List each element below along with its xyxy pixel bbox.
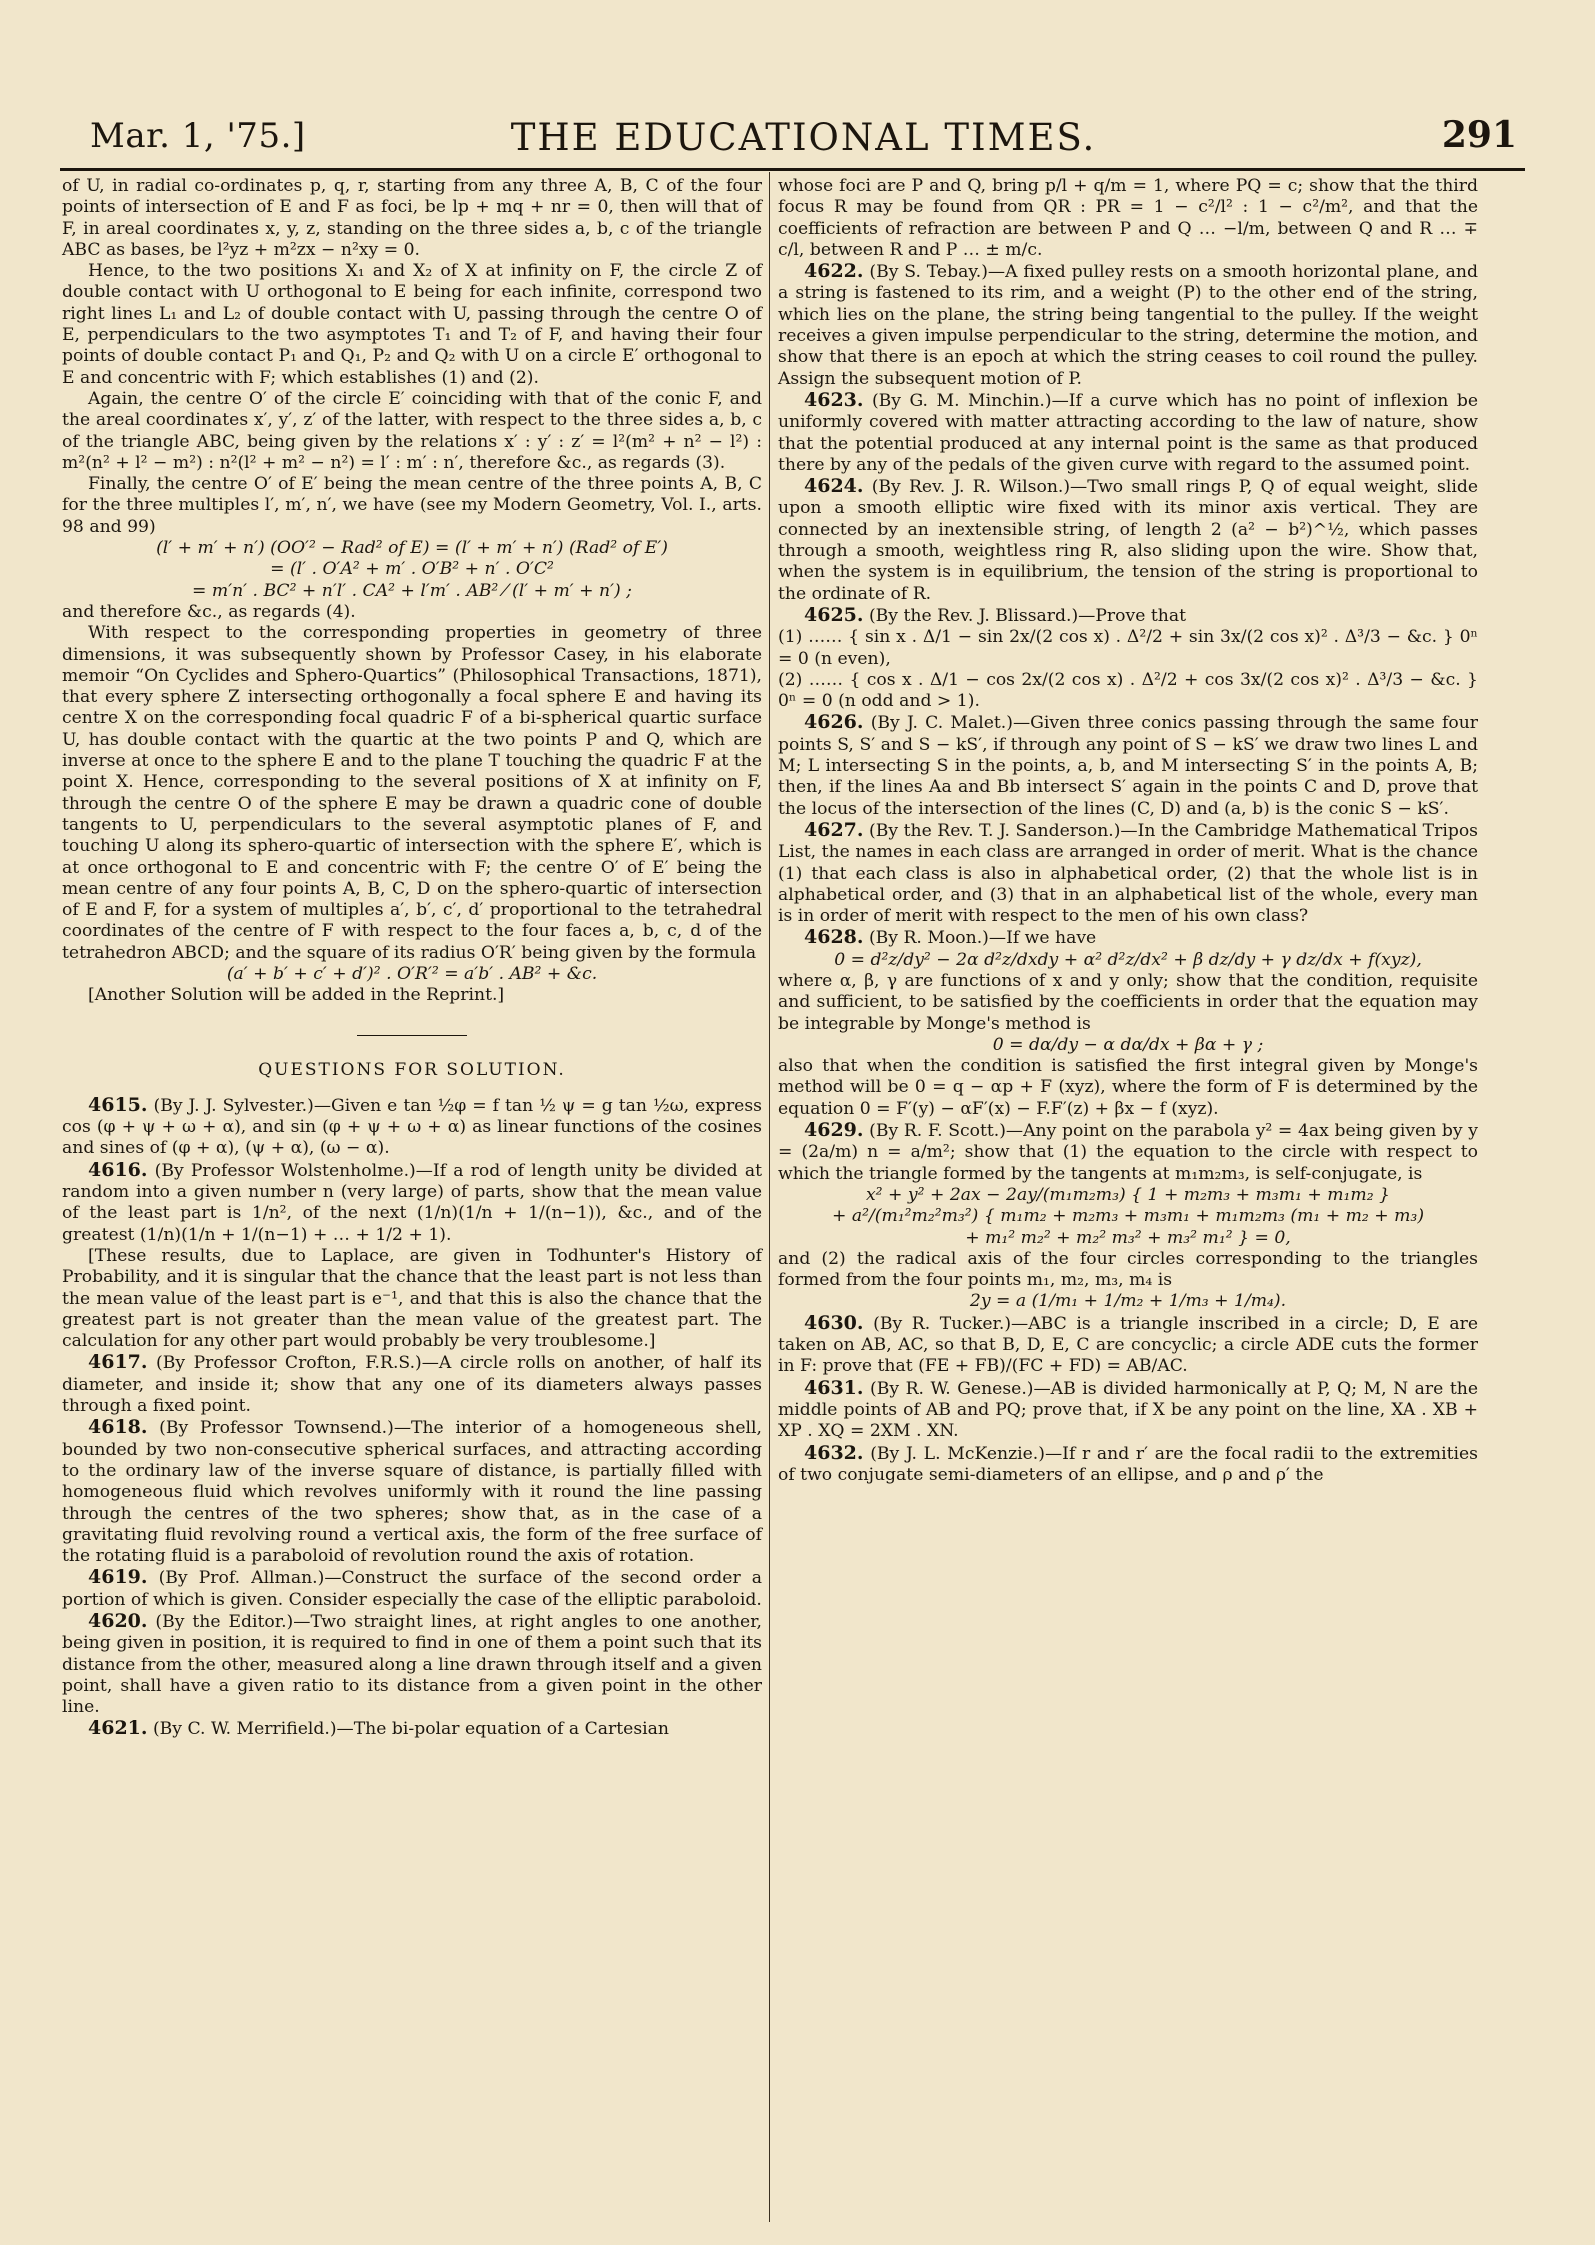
question-text: (By Professor Townsend.)—The interior of a homogeneous shell, bounded by two non-consecutive spherical surfaces, and attracting according to the ordinary law of the inverse square of distance, is partially filled with homogeneous fluid which revolves uniformly with it round the line passing through the centres of the two spheres; show that, as in the case of a gravitating fluid revolving round a vertical axis, the form of the free surface of the rotating fluid is a paraboloid of revolution round the axis of rotation. [62, 1418, 762, 1567]
paragraph: and (2) the radical axis of the four circles corresponding to the triangles formed from the four points m₁, m₂, m₃, m₄ is [778, 1248, 1478, 1291]
paragraph: also that when the condition is satisfied the first integral given by Monge's method will be 0 = q − αp + F (xyz), where the form of F is determined by the equation 0 = F′(y) − αF′(x) − F.F′(z) + βx − f (xyz). [778, 1056, 1478, 1119]
paragraph: With respect to the corresponding properties in geometry of three dimensions, it was subsequently shown by Professor Casey, in his elaborate memoir “On Cyclides and Sphero-Quartics” (Philosophical Transactions, 1871), that every sphere Z intersecting orthogonally a focal sphere E and having its centre X on the corresponding focal quadric F of a bi-spherical quartic surface U, has double contact with the quartic at the two points P and Q, which are inverse at once to the sphere E and to the plane T touching the quadric F at the point X. Hence, corresponding to the several positions of X at infinity on F, through the centre O of the sphere E may be drawn a quadric cone of double tangents to U, perpendiculars to the several asymptotic planes of F, and touching U along its sphero-quartic of intersection with the sphere E′, which is at once orthogonal to E and concentric with F; the centre O′ of E′ being the mean centre of any four points A, B, C, D on the sphero-quartic of intersection of E and F, for a system of multiples a′, b′, c′, d′ proportional to the tetrahedral coordinates of the centre of F with respect to the four faces a, b, c, d of the tetrahedron ABCD; and the square of its radius O′R′ being given by the formula [62, 623, 762, 963]
question-text: (By C. W. Merrifield.)—The bi-polar equation of a Cartesian [152, 1719, 669, 1740]
equation: (l′ + m′ + n′) (OO′² − Rad² of E) = (l′ + m′ + n′) (Rad² of E′) [156, 538, 668, 559]
equation: x² + y² + 2ax − 2ay/(m₁m₂m₃) { 1 + m₂m₃ + m₃m₁ + m₁m₂ } [865, 1184, 1390, 1205]
question-number: 4616. [88, 1158, 148, 1181]
question-number: 4620. [88, 1610, 148, 1632]
right-column [778, 176, 1478, 1486]
header-rule [60, 168, 1525, 171]
question-text: (By the Editor.)—Two straight lines, at right angles to one another, being given in position, it is required to find in one of them a point such that its distance from the other, measured along a line drawn through itself and a given point, shall have a given ratio to its distance from a given point in the other line. [62, 1612, 762, 1718]
question-number: 4622. [804, 260, 864, 283]
question-4616 [62, 1160, 762, 1246]
question-4625 [778, 605, 1478, 627]
question-number: 4627. [804, 818, 864, 841]
question-text: (By S. Tebay.)—A fixed pulley rests on a smooth horizontal plane, and a string is fastened to its rim, and a weight (P) to the other end of the string, which lies on the plane, the string being tangential to the pulley. If the weight receives a given impulse perpendicular to the string, determine the motion, and show that there is an epoch at which the string ceases to coil round the pulley. Assign the subsequent motion of P. [778, 262, 1479, 389]
question-number: 4623. [804, 388, 864, 411]
question-4624 [778, 476, 1478, 605]
left-column [62, 176, 762, 1741]
question-number: 4628. [804, 926, 864, 949]
question-note: [These results, due to Laplace, are given in Todhunter's History of Probability, and it is singular that the chance that the least part is not less than the mean value of the least part is e⁻¹, and that this is also the chance that the greatest part is not greater than the mean value of the greatest part. The calculation for any other part would probably be very troublesome.] [62, 1245, 762, 1352]
equation: 0 = d²z/dy² − 2α d²z/dxdy + α² d²z/dx² + β dz/dy + γ dz/dx + f(xyz), [834, 949, 1422, 970]
editor-note: [Another Solution will be added in the Reprint.] [88, 985, 505, 1006]
paragraph: whose foci are P and Q, bring p/l + q/m = 1, where PQ = c; show that the third focus R may be found from QR : PR = 1 − c²/l² : 1 − c²/m², and that the coefficients of refraction are between P and Q … −l/m, between Q and R … ∓ c/l, between R and P … ± m/c. [778, 176, 1478, 260]
question-text: (By J. C. Malet.)—Given three conics passing through the same four points S, S′ and S − kS′, if through any point of S − kS′ we draw two lines L and M; L intersecting S in the points, a, b, and M intersecting S′ in the points A, B; then, if the lines Aa and Bb intersect S′ again in the points C and D, prove that the locus of the intersection of the lines (C, D) and (a, b) is the conic S − kS′. [778, 713, 1479, 819]
section-divider [357, 1035, 467, 1036]
question-text: (By J. J. Sylvester.)—Given e tan ½φ = f tan ½ ψ = g tan ½ω, express cos (φ + ψ + ω + α), and sin (φ + ψ + ω + α) as linear functions of the cosines and sines of (φ + α), (ψ + α), (ω − α). [62, 1095, 762, 1159]
question-text: (By R. Moon.)—If we have [868, 928, 1097, 949]
equation: = m′n′ . BC² + n′l′ . CA² + l′m′ . AB² ⁄ (l′ + m′ + n′) ; [192, 580, 632, 601]
question-text: (By Professor Wolstenholme.)—If a rod of length unity be divided at random into a given number n (very large) of parts, show that the mean value of the least part is 1/n², of the next (1/n)(1/n + 1/(n−1)), &c., and of the greatest (1/n)(1/n + 1/(n−1) + … + 1/2 + 1). [62, 1160, 762, 1245]
question-4618 [62, 1417, 762, 1567]
question-4615 [62, 1095, 762, 1160]
page-number: 291 [1441, 114, 1517, 156]
equation: + m₁² m₂² + m₂² m₃² + m₃² m₁² } = 0, [965, 1227, 1291, 1248]
question-number: 4615. [88, 1093, 148, 1116]
equation: 2y = a (1/m₁ + 1/m₂ + 1/m₃ + 1/m₄). [969, 1291, 1287, 1312]
paragraph: of U, in radial co-ordinates p, q, r, starting from any three A, B, C of the four points of intersection of E and F as foci, be lp + mq + nr = 0, then will that of F, in areal coordinates x, y, z, standing on the three sides a, b, c of the triangle ABC as bases, be l²yz + m²zx − n²xy = 0. [62, 176, 762, 260]
question-4632 [778, 1443, 1478, 1487]
paragraph: and therefore &c., as regards (4). [62, 601, 356, 622]
issue-date: Mar. 1, '75.] [90, 116, 306, 156]
question-number: 4630. [804, 1311, 864, 1334]
paragraph: where α, β, γ are functions of x and y only; show that the condition, requisite and sufficient, to be satisfied by the coefficients in order that the equation may be integrable by Monge's method is [778, 970, 1478, 1034]
question-number: 4629. [804, 1119, 864, 1142]
question-number: 4617. [88, 1351, 148, 1374]
question-number: 4632. [804, 1441, 864, 1464]
paragraph: Again, the centre O′ of the circle E′ coinciding with that of the conic F, and the areal coordinates x′, y′, z′ of the latter, with respect to the three sides a, b, c of the triangle ABC, being given by the relations x′ : y′ : z′ = l²(m² + n² − l²) : m²(n² + l² − m²) : n²(l² + m² − n²) = l′ : m′ : n′, therefore &c., as regards (3). [62, 388, 762, 473]
question-number: 4624. [804, 475, 864, 498]
question-4627 [778, 820, 1478, 927]
equation: (1) …… { sin x . Δ/1 − sin 2x/(2 cos x) . Δ²/2 + sin 3x/(2 cos x)² . Δ³/3 − &c. } 0ⁿ = 0 (n even), [778, 627, 1478, 669]
question-text: (By R. F. Scott.)—Any point on the parabola y² = 4ax being given by y = (2a/m) n = a/m²; show that (1) the equation to the circle with respect to which the triangle formed by the tangents at m₁m₂m₃, is self-conjugate, is [778, 1121, 1478, 1184]
question-4617 [62, 1352, 762, 1417]
question-4620 [62, 1611, 762, 1718]
question-text: (By J. L. McKenzie.)—If r and r′ are the focal radii to the extremities of two conjugate semi-diameters of an ellipse, and ρ and ρ′ the [778, 1443, 1478, 1485]
question-number: 4618. [88, 1416, 148, 1439]
question-4630 [778, 1313, 1478, 1378]
equation: = (l′ . O′A² + m′ . O′B² + n′ . O′C² [270, 559, 554, 580]
equation: (a′ + b′ + c′ + d′)² . O′R′² = a′b′ . AB² + &c. [226, 963, 598, 984]
equation: (2) …… { cos x . Δ/1 − cos 2x/(2 cos x) . Δ²/2 + cos 3x/(2 cos x)² . Δ³/3 − &c. } 0ⁿ = 0 (n odd and > 1). [778, 669, 1478, 712]
paragraph: Hence, to the two positions X₁ and X₂ of X at infinity on F, the circle Z of double contact with U orthogonal to E being for each infinite, correspond two right lines L₁ and L₂ of double contact with U, passing through the centre O of E, perpendiculars to the two asymptotes T₁ and T₂ of F, and having their four points of double contact P₁ and Q₁, P₂ and Q₂ with U on a circle E′ orthogonal to E and concentric with F; which establishes (1) and (2). [62, 261, 762, 388]
journal-title: THE EDUCATIONAL TIMES. [510, 116, 1097, 159]
question-text: (By Rev. J. R. Wilson.)—Two small rings P, Q of equal weight, slide upon a smooth elliptic wire fixed with its minor axis vertical. They are connected by an inextensible string, of length 2 (a² − b²)^½, which passes through a smooth, weightless ring R, also sliding upon the wire. Show that, when the system is in equilibrium, the tension of the string is proportional to the ordinate of R. [778, 477, 1478, 604]
question-4629 [778, 1120, 1478, 1185]
question-4626 [778, 712, 1478, 819]
question-text: (By G. M. Minchin.)—If a curve which has no point of inflexion be uniformly covered with matter attracting according to the law of nature, show that the potential produced at any internal point is the same as that produced there by any of the pedals of the given curve with regard to the assumed point. [778, 390, 1478, 475]
question-number: 4619. [88, 1566, 148, 1589]
question-number: 4626. [804, 711, 864, 734]
question-text: (By the Rev. T. J. Sanderson.)—In the Cambridge Mathematical Tripos List, the names in each class are arranged in order of merit. What is the chance (1) that each class is also in alphabetical order, (2) that the whole list is in alphabetical order, and (3) that in an alphabetical list of the whole, every man is in order of merit with respect to the men of his own class? [778, 820, 1478, 927]
question-4622 [778, 261, 1478, 390]
paragraph: Finally, the centre O′ of E′ being the mean centre of the three points A, B, C for the three multiples l′, m′, n′, we have (see my Modern Geometry, Vol. I., arts. 98 and 99) [62, 474, 762, 537]
question-text: (By R. Tucker.)—ABC is a triangle inscribed in a circle; D, E are taken on AB, AC, so that B, D, E, C are concyclic; a circle ADE cuts the former in F: prove that (FE + FB)/(FC + FD) = AB/AC. [778, 1313, 1479, 1377]
question-4631 [778, 1378, 1478, 1443]
question-text: (By Professor Crofton, F.R.S.)—A circle rolls on another, of half its diameter, and inside it; show that any one of its diameters always passes through a fixed point. [62, 1353, 763, 1417]
question-4623 [778, 390, 1478, 476]
equation: 0 = dα/dy − α dα/dx + βα + γ ; [992, 1034, 1264, 1055]
question-number: 4631. [804, 1376, 864, 1399]
equation: + a²/(m₁²m₂²m₃²) { m₁m₂ + m₂m₃ + m₃m₁ + m₁m₂m₃ (m₁ + m₂ + m₃) [831, 1206, 1425, 1227]
column-divider [769, 172, 770, 2222]
question-text: (By R. W. Genese.)—AB is divided harmonically at P, Q; M, N are the middle points of AB and PQ; prove that, if X be any point on the line, XA . XB + XP . XQ = 2XM . XN. [778, 1378, 1478, 1442]
question-4628 [778, 927, 1478, 949]
page-header [90, 112, 1517, 170]
question-number: 4621. [88, 1717, 148, 1740]
question-4621 [62, 1718, 762, 1740]
question-number: 4625. [804, 603, 864, 626]
question-text: (By the Rev. J. Blissard.)—Prove that [868, 605, 1186, 626]
section-title: QUESTIONS FOR SOLUTION. [258, 1059, 566, 1080]
question-4619 [62, 1567, 762, 1611]
question-text: (By Prof. Allman.)—Construct the surface of the second order a portion of which is given. Consider especially the case of the elliptic paraboloid. [62, 1568, 762, 1610]
